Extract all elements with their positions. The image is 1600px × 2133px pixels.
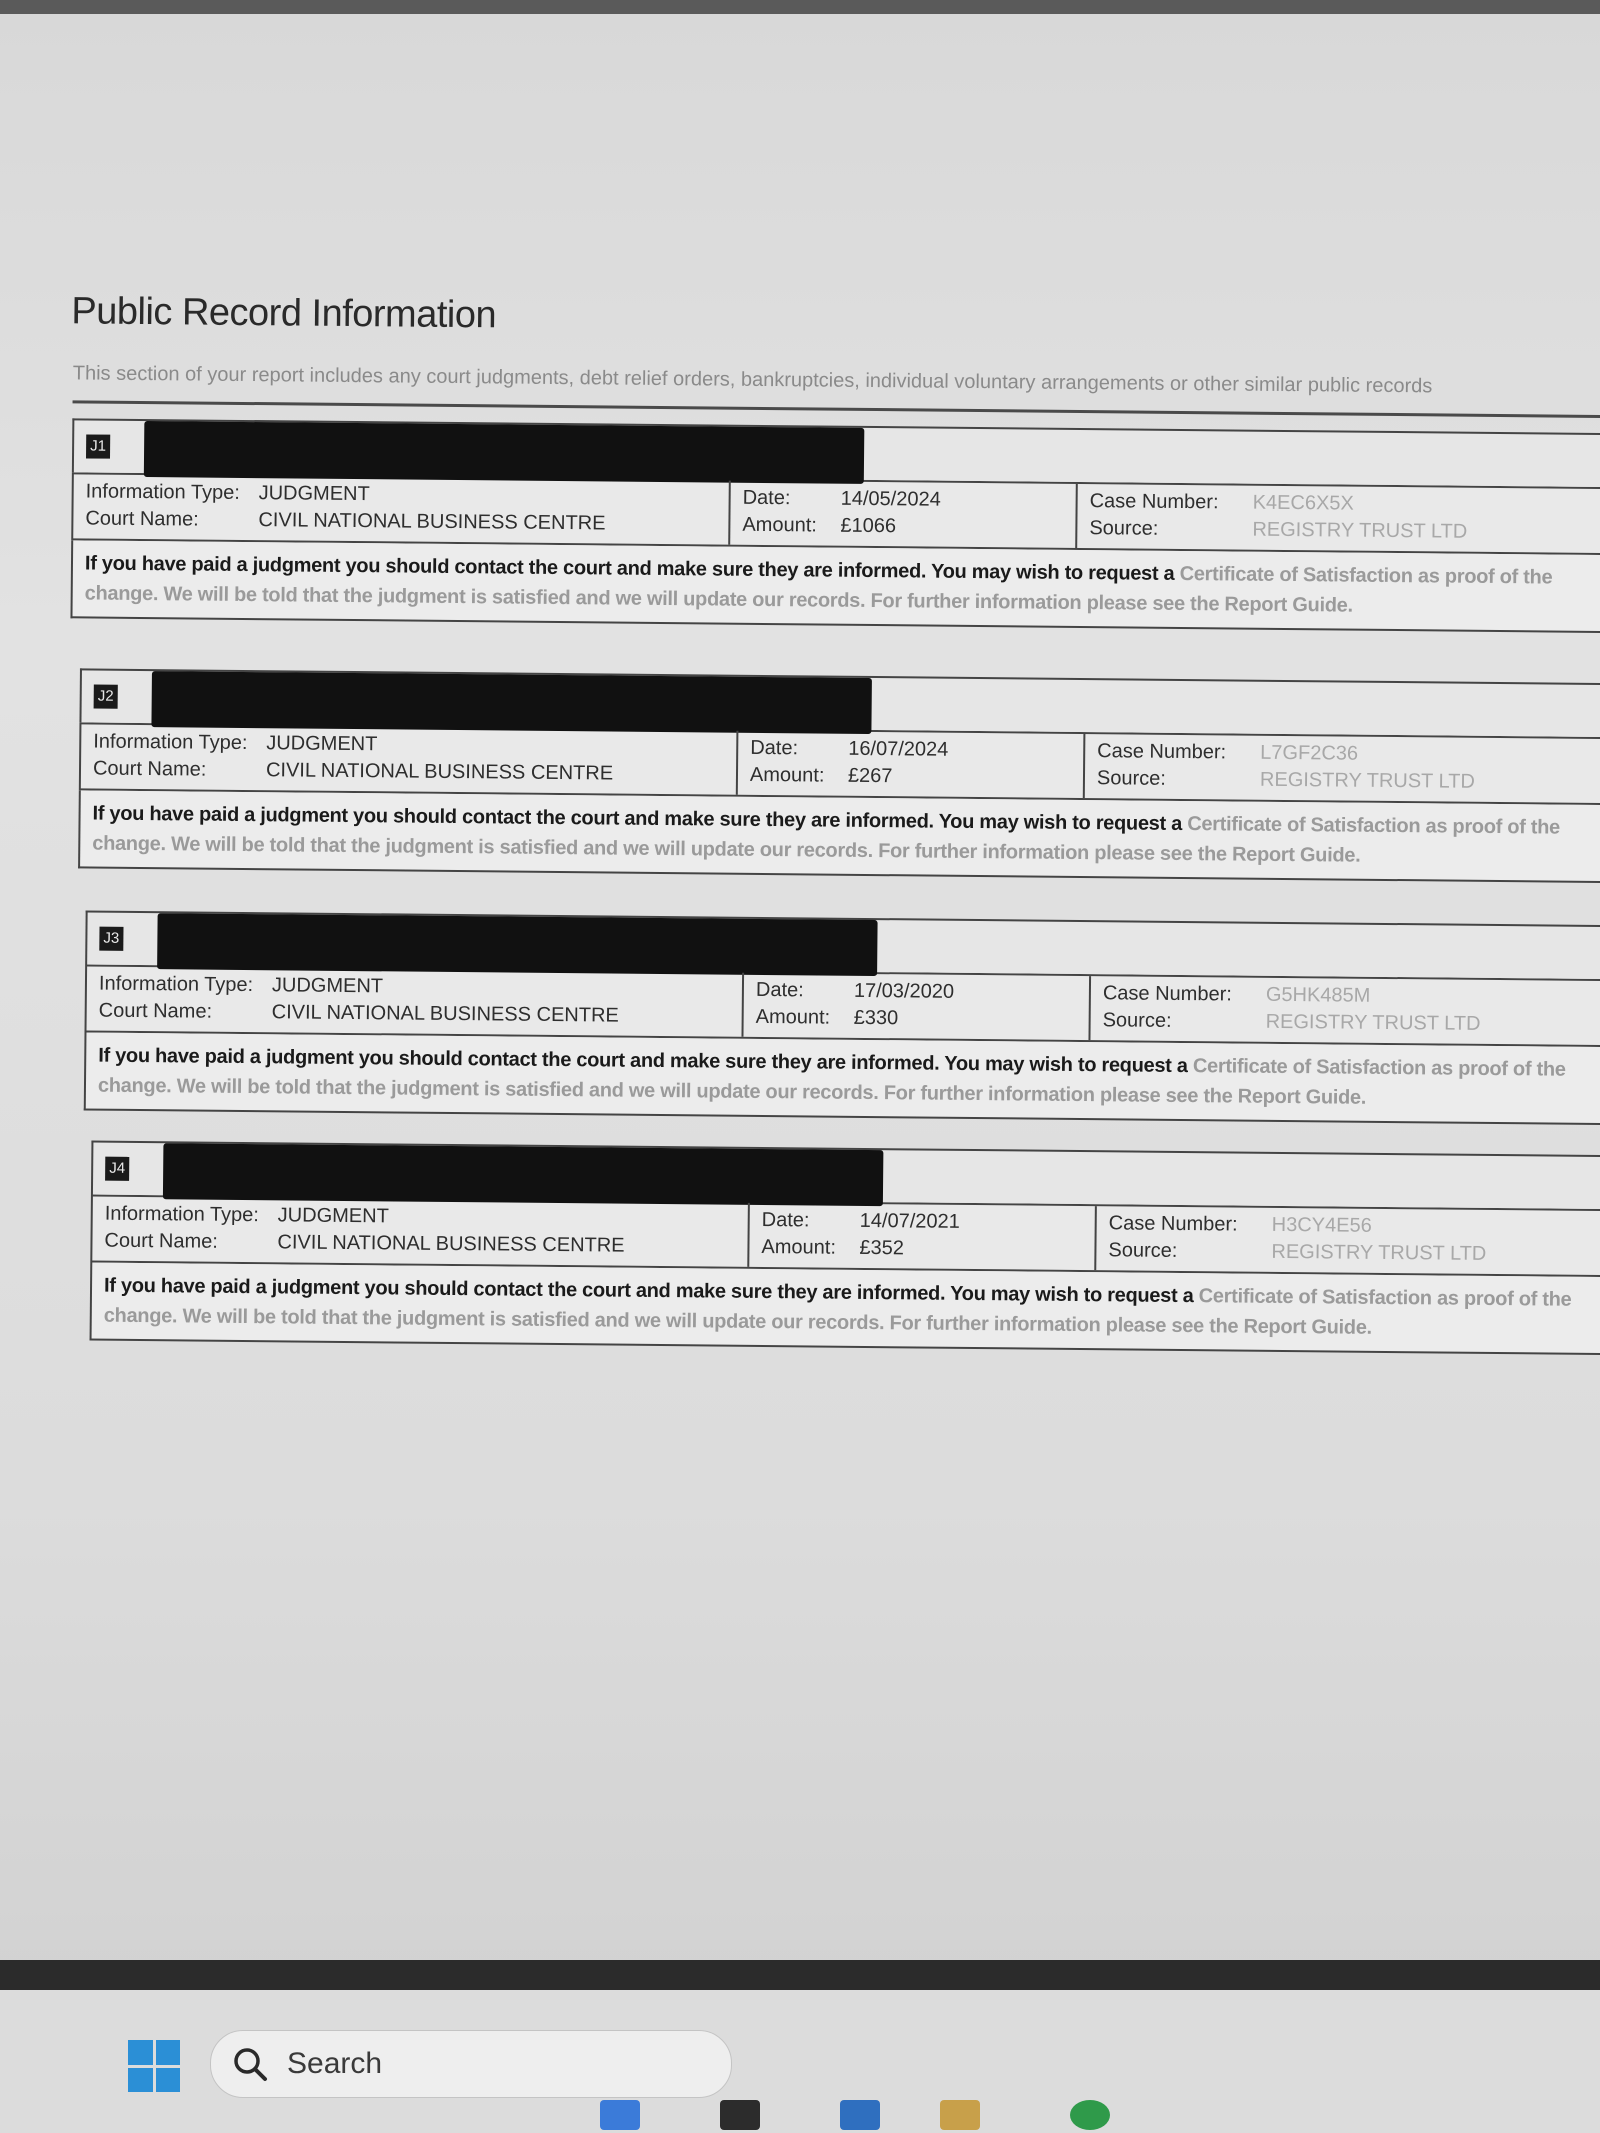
- court-name-label: Court Name:: [85, 507, 199, 531]
- information-type-value: JUDGMENT: [258, 482, 370, 506]
- amount-value: £330: [853, 1006, 899, 1030]
- source-value: REGISTRY TRUST LTD: [1259, 768, 1475, 793]
- court-name-label: Court Name:: [92, 757, 207, 781]
- date-value: 16/07/2024: [848, 737, 949, 761]
- page-title: Public Record Information: [71, 290, 497, 337]
- pinned-app-icon[interactable]: [720, 2100, 760, 2130]
- record-case-cell: [1090, 976, 1600, 1045]
- redaction-bar: [144, 421, 865, 484]
- case-number-label: Case Number:: [1102, 982, 1232, 1006]
- date-value: 14/05/2024: [840, 487, 941, 511]
- amount-label: Amount:: [755, 1005, 831, 1029]
- pinned-app-icon[interactable]: [840, 2100, 880, 2130]
- notice-text: If you have paid a judgment you should contact the court and make sure they are informed. You may wish to request a: [84, 552, 1180, 585]
- report-guide-text: please see the Report Guide.: [1086, 592, 1353, 617]
- information-type-label: Information Type:: [93, 730, 248, 755]
- section-divider: [73, 400, 1600, 418]
- date-label: Date:: [750, 736, 799, 760]
- satisfaction-notice: [84, 1032, 1600, 1125]
- notice-text: If you have paid a judgment you should contact the court and make sure they are informed. You may wish to request a: [103, 1274, 1199, 1308]
- satisfaction-notice: [90, 1263, 1600, 1356]
- report-guide-text: please see the Report Guide.: [1099, 1084, 1367, 1109]
- date-value: 17/03/2020: [853, 979, 955, 1003]
- judgment-record: [78, 668, 1600, 883]
- certificate-link-text: Certificate of Satisfaction as proof of the change. We will be told that the judgment is satisfied and we will update our records. For further information: [92, 813, 1561, 865]
- information-type-value: JUDGMENT: [277, 1204, 389, 1228]
- case-number-value: G5HK485M: [1265, 983, 1371, 1007]
- date-label: Date:: [761, 1208, 810, 1232]
- record-date-cell: [743, 973, 1091, 1040]
- record-id-badge: J1: [86, 434, 110, 458]
- taskbar-search-input[interactable]: [210, 2030, 732, 2098]
- case-number-value: K4EC6X5X: [1252, 491, 1354, 515]
- record-type-cell: [73, 474, 731, 544]
- pinned-app-icon[interactable]: [940, 2100, 980, 2130]
- pinned-app-icon[interactable]: [600, 2100, 640, 2130]
- judgment-record: [70, 418, 1600, 633]
- certificate-link-text: Certificate of Satisfaction as proof of the change. We will be told that the judgment is satisfied and we will update our records. For further information: [103, 1285, 1572, 1337]
- record-date-cell: [738, 731, 1086, 798]
- case-number-label: Case Number:: [1097, 740, 1227, 764]
- report-guide-text: please see the Report Guide.: [1105, 1314, 1372, 1339]
- source-value: REGISTRY TRUST LTD: [1252, 518, 1468, 543]
- notice-text: If you have paid a judgment you should contact the court and make sure they are informed. You may wish to request a: [98, 1044, 1194, 1078]
- amount-label: Amount:: [749, 763, 825, 787]
- amount-value: £352: [859, 1236, 905, 1260]
- satisfaction-notice: [78, 790, 1600, 883]
- search-placeholder: Search: [287, 2047, 383, 2080]
- section-intro: This section of your report includes any court judgments, debt relief orders, bankruptcies, individual voluntary arrangements or other similar public records: [72, 362, 1433, 398]
- amount-value: £267: [847, 764, 893, 788]
- record-id-badge: J4: [105, 1157, 129, 1181]
- court-name-value: CIVIL NATIONAL BUSINESS CENTRE: [277, 1231, 625, 1257]
- notice-text: If you have paid a judgment you should contact the court and make sure they are informed. You may wish to request a: [92, 802, 1188, 836]
- amount-label: Amount:: [742, 513, 817, 537]
- date-label: Date:: [742, 486, 791, 510]
- search-icon: [231, 2045, 269, 2083]
- source-label: Source:: [1108, 1239, 1178, 1262]
- record-id-badge: J3: [99, 927, 123, 951]
- court-name-value: CIVIL NATIONAL BUSINESS CENTRE: [258, 509, 606, 535]
- monitor-bezel-top: [0, 0, 1600, 14]
- court-name-label: Court Name:: [98, 999, 213, 1023]
- case-number-value: L7GF2C36: [1260, 741, 1359, 765]
- credit-report-page: [40, 250, 1600, 1339]
- amount-label: Amount:: [761, 1235, 837, 1259]
- source-label: Source:: [1089, 517, 1159, 540]
- pinned-app-icon[interactable]: [1070, 2100, 1110, 2130]
- source-label: Source:: [1102, 1009, 1172, 1032]
- source-label: Source:: [1096, 767, 1167, 790]
- information-type-value: JUDGMENT: [266, 732, 378, 756]
- taskbar-surface: [0, 1990, 1600, 2133]
- certificate-link-text: Certificate of Satisfaction as proof of the change. We will be told that the judgment is satisfied and we will update our records. For further information: [97, 1055, 1566, 1107]
- certificate-link-text: Certificate of Satisfaction as proof of the change. We will be told that the judgment is satisfied and we will update our records. For further information: [84, 562, 1553, 615]
- case-number-label: Case Number:: [1089, 490, 1219, 514]
- record-type-cell: [87, 966, 745, 1036]
- information-type-value: JUDGMENT: [271, 974, 384, 998]
- record-type-cell: [81, 724, 739, 794]
- information-type-label: Information Type:: [104, 1202, 260, 1227]
- case-number-value: H3CY4E56: [1271, 1213, 1372, 1237]
- redaction-bar: [163, 1143, 884, 1206]
- record-case-cell: [1096, 1206, 1600, 1275]
- case-number-label: Case Number:: [1108, 1212, 1238, 1236]
- record-case-cell: [1085, 734, 1600, 803]
- redaction-bar: [157, 913, 878, 976]
- source-value: REGISTRY TRUST LTD: [1265, 1010, 1481, 1035]
- satisfaction-notice: [70, 540, 1600, 633]
- judgment-record: [84, 910, 1600, 1125]
- information-type-label: Information Type:: [98, 972, 254, 997]
- court-name-value: CIVIL NATIONAL BUSINESS CENTRE: [265, 759, 614, 785]
- report-guide-text: please see the Report Guide.: [1094, 842, 1361, 867]
- record-id-badge: J2: [94, 685, 118, 709]
- court-name-value: CIVIL NATIONAL BUSINESS CENTRE: [271, 1001, 619, 1027]
- record-date-cell: [749, 1203, 1097, 1270]
- record-case-cell: [1077, 484, 1600, 553]
- amount-value: £1066: [840, 514, 897, 538]
- record-date-cell: [730, 481, 1078, 548]
- date-label: Date:: [755, 978, 804, 1002]
- record-type-cell: [92, 1197, 750, 1267]
- judgment-record: [90, 1141, 1600, 1356]
- taskbar: [0, 1960, 1600, 2133]
- source-value: REGISTRY TRUST LTD: [1271, 1240, 1487, 1265]
- information-type-label: Information Type:: [85, 480, 240, 504]
- redaction-bar: [151, 671, 872, 734]
- court-name-label: Court Name:: [104, 1229, 218, 1253]
- date-value: 14/07/2021: [859, 1209, 960, 1233]
- windows-start-icon[interactable]: [128, 2040, 180, 2092]
